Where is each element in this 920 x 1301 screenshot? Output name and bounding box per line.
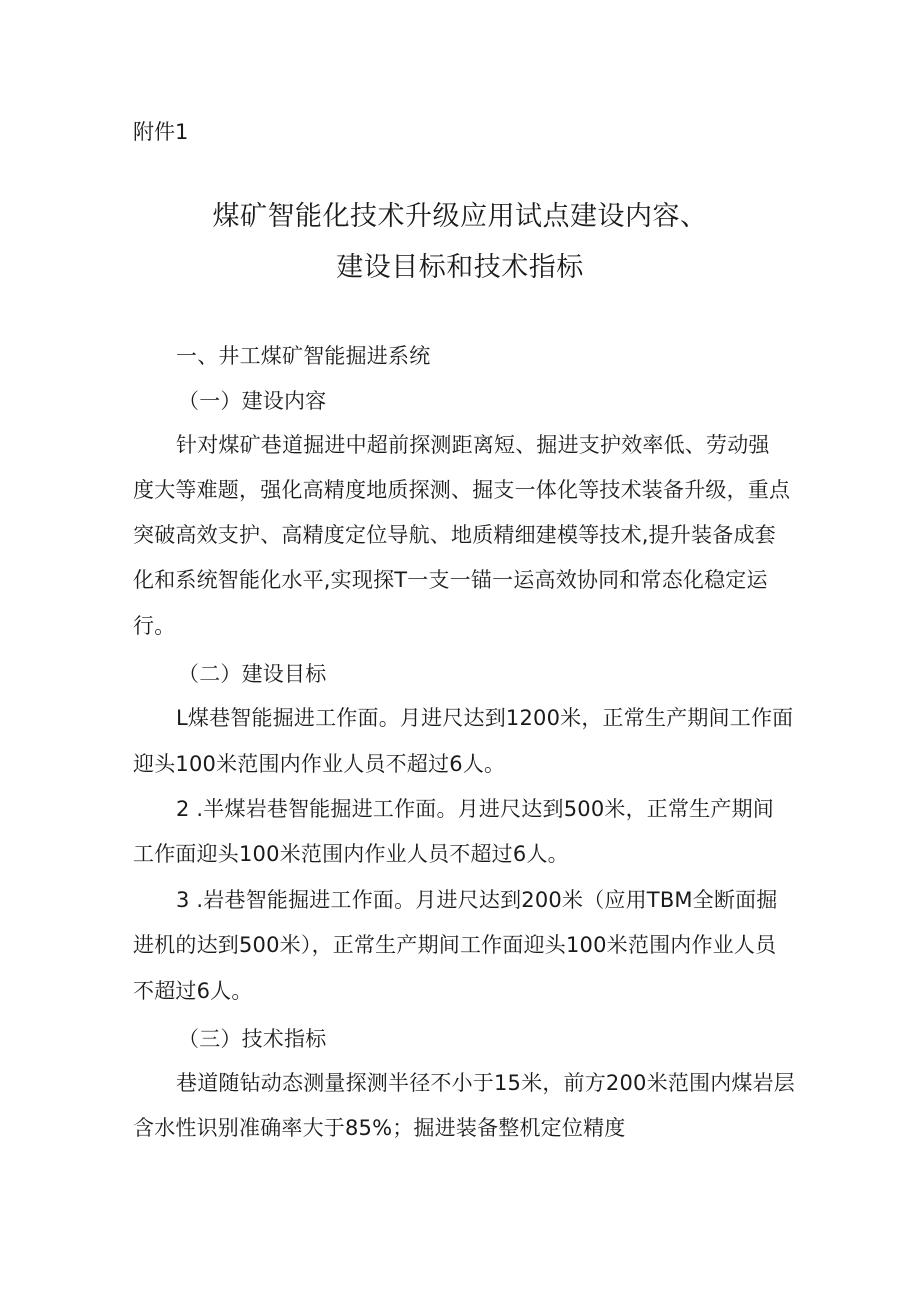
paragraph-line: 化和系统智能化水平,实现探T一支一锚一运高效协同和常态化稳定运 — [133, 568, 768, 592]
document-title-line-2: 建设目标和技术指标 — [336, 252, 584, 283]
paragraph-line: 含水性识别准确率大于85%；掘进装备整机定位精度 — [133, 1116, 626, 1140]
attachment-label: 附件1 — [133, 120, 189, 144]
paragraph-line: 突破高效支护、高精度定位导航、地质精细建模等技术,提升装备成套 — [133, 523, 776, 547]
subsection-heading-content: （一）建设内容 — [178, 389, 327, 413]
goal-item-1-line: L煤巷智能掘进工作面。月进尺达到1200米，正常生产期间工作面 — [176, 706, 794, 730]
subsection-heading-indicators: （三）技术指标 — [178, 1027, 327, 1051]
paragraph-line: 针对煤矿巷道掘进中超前探测距离短、掘进支护效率低、劳动强 — [176, 433, 770, 457]
subsection-heading-goals: （二）建设目标 — [178, 662, 327, 686]
paragraph-line: 行。 — [133, 614, 176, 638]
goal-item-3-line: 3 .岩巷智能掘进工作面。月进尺达到200米（应用TBM全断面掘 — [176, 888, 778, 912]
goal-item-3-line: 不超过6人。 — [133, 979, 253, 1003]
goal-item-1-line: 迎头100米范围内作业人员不超过6人。 — [133, 752, 506, 776]
paragraph-line: 度大等难题，强化高精度地质探测、掘支一体化等技术装备升级，重点 — [133, 478, 791, 502]
paragraph-line: 巷道随钻动态测量探测半径不小于15米，前方200米范围内煤岩层 — [176, 1071, 796, 1095]
goal-item-3-line: 进机的达到500米），正常生产期间工作面迎头100米范围内作业人员 — [133, 933, 777, 957]
goal-item-2-line: 工作面迎头100米范围内作业人员不超过6人。 — [133, 842, 569, 866]
section-heading: 一、井工煤矿智能掘进系统 — [176, 344, 431, 368]
document-title-line-1: 煤矿智能化技术升级应用试点建设内容、 — [212, 201, 708, 232]
goal-item-2-line: 2 .半煤岩巷智能掘进工作面。月进尺达到500米，正常生产期间 — [176, 797, 774, 821]
